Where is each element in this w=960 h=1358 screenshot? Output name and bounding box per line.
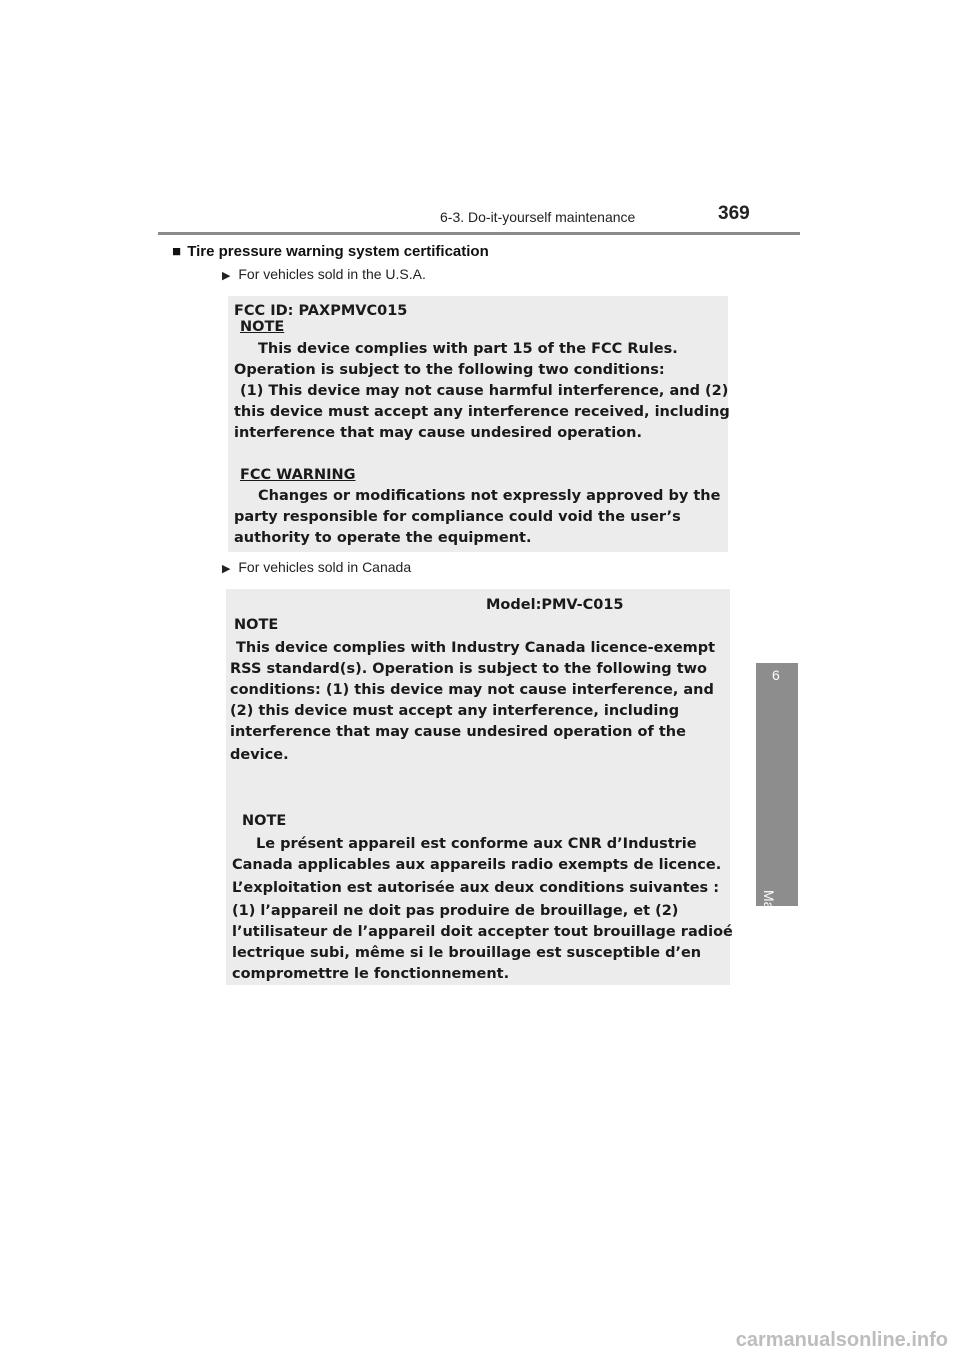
ic-line: device. xyxy=(230,747,289,763)
ic-note-heading: NOTE xyxy=(234,617,279,633)
ic-line: interference that may cause undesired operation of the xyxy=(230,724,686,740)
model-number: Model:PMV-C015 xyxy=(486,597,624,613)
ic-line: RSS standard(s). Operation is subject to the following two xyxy=(230,661,707,677)
fcc-line: this device must accept any interference received, including xyxy=(234,404,730,420)
ic-label xyxy=(226,589,733,985)
ic-line: (2) this device must accept any interference, including xyxy=(230,703,680,719)
chapter-number: 6 xyxy=(772,667,780,683)
usa-bullet-text: For vehicles sold in the U.S.A. xyxy=(238,266,426,282)
section-heading-text: Tire pressure warning system certification xyxy=(187,243,489,260)
usa-bullet xyxy=(222,266,426,282)
fcc-line: authority to operate the equipment. xyxy=(234,530,532,546)
ic-line: This device complies with Industry Canada licence-exempt xyxy=(236,640,716,656)
ic-line-fr: lectrique subi, même si le brouillage est susceptible d’en xyxy=(232,945,702,961)
fcc-label xyxy=(228,296,728,552)
running-header-section: 6-3. Do-it-yourself maintenance xyxy=(440,209,636,225)
chapter-tab xyxy=(756,663,798,906)
canada-bullet-text: For vehicles sold in Canada xyxy=(238,559,412,575)
arrow-right-icon: ▶ xyxy=(222,270,231,282)
arrow-right-icon: ▶ xyxy=(222,563,231,575)
ic-line-fr: (1) l’appareil ne doit pas produire de brouillage, et (2) xyxy=(232,903,679,919)
fcc-line: party responsible for compliance could void the user’s xyxy=(234,509,681,525)
watermark: carmanualsonline.info xyxy=(735,1329,948,1351)
square-bullet-icon: ■ xyxy=(172,243,182,260)
ic-line: conditions: (1) this device may not cause interference, and xyxy=(230,682,714,698)
fcc-line: Changes or modifications not expressly approved by the xyxy=(258,488,721,504)
fcc-id: FCC ID: PAXPMVC015 xyxy=(234,303,408,319)
page-number: 369 xyxy=(718,203,750,224)
header-rule xyxy=(158,232,800,235)
ic-line-fr: Canada applicables aux appareils radio exempts de licence. xyxy=(232,857,722,873)
fcc-line: interference that may cause undesired operation. xyxy=(234,425,642,441)
ic-note-heading-fr: NOTE xyxy=(242,813,287,829)
fcc-line: (1) This device may not cause harmful interference, and (2) xyxy=(240,383,729,399)
ic-line-fr: Le présent appareil est conforme aux CNR d’Industrie xyxy=(256,836,697,852)
fcc-line: Operation is subject to the following two conditions: xyxy=(234,362,665,378)
fcc-warning-heading: FCC WARNING xyxy=(240,467,356,483)
section-heading xyxy=(172,243,489,260)
ic-line-fr: compromettre le fonctionnement. xyxy=(232,966,510,982)
fcc-line: This device complies with part 15 of the FCC Rules. xyxy=(258,341,678,357)
fcc-note-heading: NOTE xyxy=(240,319,285,335)
chapter-title: Maintenance and care xyxy=(761,890,777,1029)
ic-line-fr: l’utilisateur de l’appareil doit accepter tout brouillage radioé xyxy=(232,924,733,940)
canada-bullet xyxy=(222,559,411,575)
ic-line-fr: L’exploitation est autorisée aux deux conditions suivantes : xyxy=(232,880,720,896)
